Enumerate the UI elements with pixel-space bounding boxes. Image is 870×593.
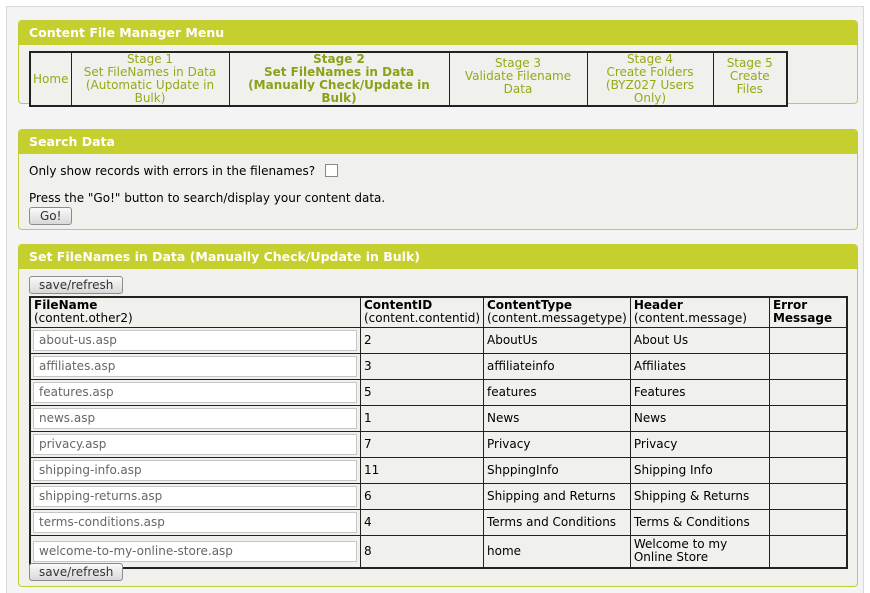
filename-input[interactable]	[33, 486, 357, 507]
menu-item-label: (Manually Check/Update in Bulk)	[248, 78, 430, 105]
error-cell	[769, 509, 847, 535]
menu-panel	[18, 20, 858, 104]
contenttype-cell: Terms and Conditions	[484, 509, 631, 535]
page-container	[6, 6, 864, 593]
menu-stage3-link[interactable]	[449, 52, 587, 106]
header-cell: Shipping & Returns	[630, 483, 769, 509]
search-panel-title: Search Data	[19, 130, 857, 154]
column-header-title: Error Message	[772, 298, 833, 326]
filename-cell	[30, 483, 360, 509]
filename-input[interactable]	[33, 512, 357, 533]
header-cell: Privacy	[630, 431, 769, 457]
contentid-cell: 2	[360, 327, 483, 353]
go-button[interactable]: Go!	[29, 207, 72, 225]
menu-item-label: Create Folders	[606, 65, 694, 79]
menu-stage5-link[interactable]	[713, 52, 787, 106]
menu-stage2-link[interactable]	[229, 52, 449, 106]
save-refresh-button-top[interactable]: save/refresh	[29, 276, 123, 294]
menu-item-label: Stage 4	[626, 52, 674, 66]
filename-cell	[30, 379, 360, 405]
contentid-cell: 3	[360, 353, 483, 379]
table-row	[30, 483, 847, 509]
contenttype-cell: ShppingInfo	[484, 457, 631, 483]
error-cell	[769, 535, 847, 568]
errors-filter-label: Only show records with errors in the filenames?	[29, 164, 316, 178]
header-cell: About Us	[630, 327, 769, 353]
menu-item-label: (Automatic Update in Bulk)	[85, 78, 215, 105]
filename-cell	[30, 457, 360, 483]
menu-stage4-link[interactable]	[587, 52, 713, 106]
column-header-filename	[30, 297, 360, 327]
contenttype-cell: AboutUs	[484, 327, 631, 353]
filename-input[interactable]	[33, 434, 357, 455]
filename-cell	[30, 405, 360, 431]
column-header-title: ContentType	[487, 298, 573, 313]
header-cell: Affiliates	[630, 353, 769, 379]
save-refresh-button-bottom[interactable]: save/refresh	[29, 563, 123, 581]
error-cell	[769, 483, 847, 509]
contenttype-cell: News	[484, 405, 631, 431]
table-row	[30, 405, 847, 431]
filename-cell	[30, 509, 360, 535]
filename-input[interactable]	[33, 356, 357, 377]
table-row	[30, 353, 847, 379]
header-cell: Features	[630, 379, 769, 405]
errors-only-checkbox[interactable]	[325, 164, 338, 177]
filename-input[interactable]	[33, 408, 357, 429]
column-header-error	[769, 297, 847, 327]
column-header-header	[630, 297, 769, 327]
filename-input[interactable]	[33, 460, 357, 481]
header-cell: News	[630, 405, 769, 431]
contentid-cell: 6	[360, 483, 483, 509]
error-cell	[769, 431, 847, 457]
contentid-cell: 11	[360, 457, 483, 483]
menu-item-label: Validate Filename Data	[464, 69, 572, 96]
column-header-title: ContentID	[363, 298, 433, 313]
menu-item-label: Stage 5	[726, 56, 773, 70]
search-panel	[18, 129, 858, 230]
column-header-contentid	[360, 297, 483, 327]
error-cell	[769, 457, 847, 483]
table-row	[30, 509, 847, 535]
column-header-sub: (content.message)	[633, 311, 747, 326]
go-instruction: Press the "Go!" button to search/display your content data.	[29, 191, 386, 205]
filename-input[interactable]	[33, 330, 357, 351]
contenttype-cell: Shipping and Returns	[484, 483, 631, 509]
error-cell	[769, 353, 847, 379]
menu-item-label: Stage 1	[126, 52, 174, 66]
column-header-sub: (content.contentid)	[363, 311, 480, 326]
table-row	[30, 379, 847, 405]
data-panel	[18, 244, 858, 587]
table-row	[30, 327, 847, 353]
column-header-contenttype	[484, 297, 631, 327]
header-cell: Welcome to my Online Store	[630, 535, 769, 568]
header-cell: Shipping Info	[630, 457, 769, 483]
menu-item-label: Stage 3	[494, 56, 542, 70]
error-cell	[769, 379, 847, 405]
filenames-table	[29, 296, 848, 569]
error-cell	[769, 405, 847, 431]
contenttype-cell: affiliateinfo	[484, 353, 631, 379]
menu-home-link[interactable]	[30, 52, 71, 106]
contentid-cell: 5	[360, 379, 483, 405]
menu-item-label: Stage 2	[313, 52, 365, 66]
menu-item-label: Set FileNames in Data	[263, 65, 415, 79]
column-header-sub: (content.other2)	[34, 311, 133, 326]
menu-item-label: Set FileNames in Data	[83, 65, 217, 79]
menu-item-label: (BYZ027 Users Only)	[605, 78, 695, 105]
contentid-cell: 8	[360, 535, 483, 568]
table-row	[30, 535, 847, 568]
table-row	[30, 457, 847, 483]
table-header-row	[30, 297, 847, 327]
stage-menu	[29, 51, 788, 107]
filename-input[interactable]	[33, 382, 357, 403]
column-header-title: FileName	[34, 298, 98, 313]
error-cell	[769, 327, 847, 353]
data-panel-title: Set FileNames in Data (Manually Check/Update in Bulk)	[19, 245, 857, 269]
contentid-cell: 7	[360, 431, 483, 457]
contentid-cell: 4	[360, 509, 483, 535]
contentid-cell: 1	[360, 405, 483, 431]
menu-item-label: Create Files	[729, 69, 770, 96]
menu-stage1-link[interactable]	[71, 52, 229, 106]
column-header-sub: (content.messagetype)	[487, 311, 627, 326]
table-row	[30, 431, 847, 457]
filename-cell	[30, 431, 360, 457]
menu-item-label: Home	[33, 71, 69, 86]
filename-cell	[30, 327, 360, 353]
header-cell: Terms & Conditions	[630, 509, 769, 535]
errors-filter-row	[29, 164, 338, 178]
column-header-title: Header	[633, 298, 683, 313]
filename-input[interactable]	[33, 541, 357, 562]
contenttype-cell: Privacy	[484, 431, 631, 457]
contenttype-cell: home	[484, 535, 631, 568]
menu-panel-title: Content File Manager Menu	[19, 21, 857, 45]
contenttype-cell: features	[484, 379, 631, 405]
filename-cell	[30, 353, 360, 379]
